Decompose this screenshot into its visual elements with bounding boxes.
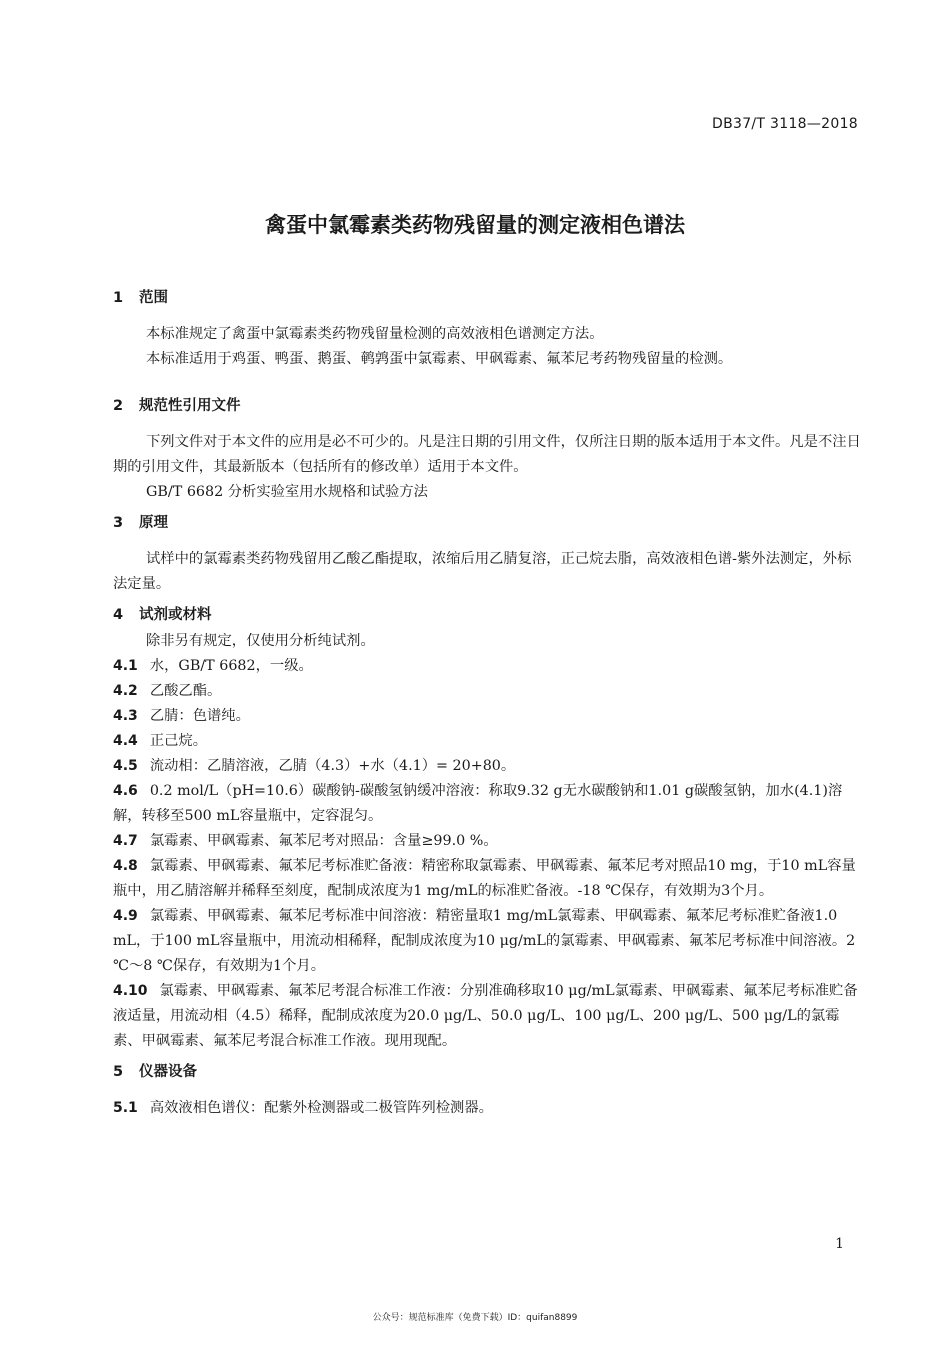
list-item bbox=[113, 704, 861, 729]
section-heading-reagents bbox=[113, 603, 861, 627]
section-number: 5 bbox=[113, 1064, 124, 1080]
clause-number: 4.1 bbox=[113, 658, 138, 674]
standard-number: DB37/T 3118—2018 bbox=[712, 116, 858, 132]
clause-text: 氯霉素、甲砜霉素、氟苯尼考混合标准工作液：分别准确移取10 μg/mL氯霉素、甲砜霉素、氟苯尼考标准贮备液适量，用流动相（4.5）稀释，配制成浓度为20.0 μg/L、50.0 μg/L、100 μg/L、200 μg/L、500 μg/L的氯霉素、甲砜霉素、氟苯尼考混合标准工作液。现用现配。 bbox=[113, 983, 858, 1049]
referenced-document: GB/T 6682 分析实验室用水规格和试验方法 bbox=[146, 484, 428, 500]
clause-text: 高效液相色谱仪：配紫外检测器或二极管阵列检测器。 bbox=[149, 1100, 493, 1116]
section-number: 2 bbox=[113, 398, 124, 414]
clause-number: 4.2 bbox=[113, 683, 138, 699]
paragraph: 本标准适用于鸡蛋、鸭蛋、鹅蛋、鹌鹑蛋中氯霉素、甲砜霉素、氟苯尼考药物残留量的检测。 bbox=[146, 351, 733, 367]
clause-number: 4.9 bbox=[113, 908, 138, 924]
clause-number: 4.7 bbox=[113, 833, 138, 849]
section-title: 试剂或材料 bbox=[139, 607, 212, 623]
clause-number: 4.5 bbox=[113, 758, 138, 774]
section-title: 原理 bbox=[139, 515, 168, 531]
section-heading-principle bbox=[113, 511, 861, 535]
list-item bbox=[113, 1096, 861, 1121]
list-item bbox=[113, 904, 861, 979]
clause-text: 水，GB/T 6682，一级。 bbox=[149, 658, 313, 674]
clause-text: 氯霉素、甲砜霉素、氟苯尼考对照品：含量≥99.0 %。 bbox=[149, 833, 498, 849]
clause-number: 4.8 bbox=[113, 858, 138, 874]
section-number: 3 bbox=[113, 515, 124, 531]
section-title: 范围 bbox=[139, 290, 168, 306]
list-item bbox=[113, 729, 861, 754]
clause-text: 乙酸乙酯。 bbox=[149, 683, 222, 699]
section-heading-equipment bbox=[113, 1060, 861, 1084]
list-item bbox=[113, 829, 861, 854]
section-number: 4 bbox=[113, 607, 124, 623]
page-number: 1 bbox=[835, 1236, 844, 1252]
clause-text: 氯霉素、甲砜霉素、氟苯尼考标准贮备液：精密称取氯霉素、甲砜霉素、氟苯尼考对照品10 mg，于10 mL容量瓶中，用乙腈溶解并稀释至刻度，配制成浓度为1 mg/mL的标准贮备液。-18 ℃保存，有效期为3个月。 bbox=[113, 858, 856, 899]
clause-text: 流动相：乙腈溶液，乙腈（4.3）+水（4.1）= 20+80。 bbox=[149, 758, 516, 774]
paragraph: 下列文件对于本文件的应用是必不可少的。凡是注日期的引用文件，仅所注日期的版本适用于本文件。凡是不注日期的引用文件，其最新版本（包括所有的修改单）适用于本文件。 bbox=[113, 434, 861, 475]
section-heading-normative-references bbox=[113, 394, 861, 418]
list-item bbox=[113, 654, 861, 679]
paragraph: 本标准规定了禽蛋中氯霉素类药物残留量检测的高效液相色谱测定方法。 bbox=[146, 326, 604, 342]
clause-number: 4.4 bbox=[113, 733, 138, 749]
section-heading-scope bbox=[113, 286, 861, 310]
paragraph: 除非另有规定，仅使用分析纯试剂。 bbox=[146, 633, 375, 649]
section-number: 1 bbox=[113, 290, 124, 306]
section-title: 规范性引用文件 bbox=[139, 398, 241, 414]
section-title: 仪器设备 bbox=[139, 1064, 197, 1080]
document-title: 禽蛋中氯霉素类药物残留量的测定液相色谱法 bbox=[265, 213, 685, 237]
clause-text: 正己烷。 bbox=[149, 733, 207, 749]
list-item bbox=[113, 979, 861, 1054]
clause-text: 乙腈：色谱纯。 bbox=[149, 708, 250, 724]
list-item bbox=[113, 779, 861, 829]
list-item bbox=[113, 679, 861, 704]
document-body bbox=[113, 286, 861, 1121]
list-item bbox=[113, 754, 861, 779]
clause-number: 4.6 bbox=[113, 783, 138, 799]
paragraph: 试样中的氯霉素类药物残留用乙酸乙酯提取，浓缩后用乙腈复溶，正己烷去脂，高效液相色谱-紫外法测定，外标法定量。 bbox=[113, 551, 852, 592]
clause-number: 4.10 bbox=[113, 983, 148, 999]
clause-number: 5.1 bbox=[113, 1100, 138, 1116]
list-item bbox=[113, 854, 861, 904]
clause-number: 4.3 bbox=[113, 708, 138, 724]
clause-text: 0.2 mol/L（pH=10.6）碳酸钠-碳酸氢钠缓冲溶液：称取9.32 g无水碳酸钠和1.01 g碳酸氢钠，加水(4.1)溶解，转移至500 mL容量瓶中，定容混匀。 bbox=[113, 783, 843, 824]
footer-watermark: 公众号：规范标准库（免费下载）ID：quifan8899 bbox=[372, 1313, 578, 1323]
clause-text: 氯霉素、甲砜霉素、氟苯尼考标准中间溶液：精密量取1 mg/mL氯霉素、甲砜霉素、氟苯尼考标准贮备液1.0 mL，于100 mL容量瓶中，用流动相稀释，配制成浓度为10 μg/mL的氯霉素、甲砜霉素、氟苯尼考标准中间溶液。2 ℃～8 ℃保存，有效期为1个月。 bbox=[113, 908, 856, 974]
